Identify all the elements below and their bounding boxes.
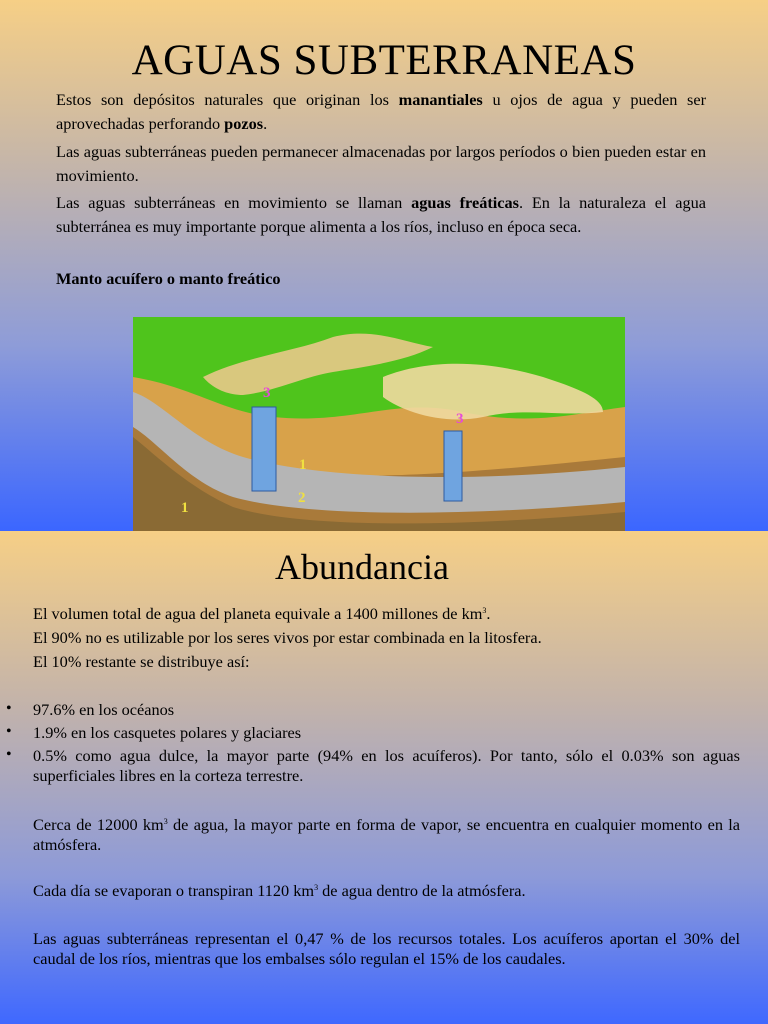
well-right xyxy=(444,431,462,501)
bold-term-pozos: pozos xyxy=(224,114,264,133)
slide-abundancia xyxy=(0,531,768,1024)
text: Cerca de 12000 km xyxy=(33,815,164,834)
line-noventa-por-ciento: El 90% no es utilizable por los seres vivos por estar combinada en la litosfera. xyxy=(33,628,542,647)
bullet-item: 0.5% como agua dulce, la mayor parte (94% en los acuíferos). Por tanto, sólo el 0.03% son aguas superficiales libres en la corteza terrestre. xyxy=(33,746,740,785)
figure-label: 1 xyxy=(181,500,189,516)
figure-label: 2 xyxy=(298,490,306,506)
text: El volumen total de agua del planeta equivale a 1400 millones de km xyxy=(33,604,483,623)
text: de agua dentro de la atmósfera. xyxy=(318,881,526,900)
figure-label: 1 xyxy=(299,457,307,473)
text: de agua, la mayor parte en forma de vapor, se encuentra en cualquier momento en la atmósfera. xyxy=(33,815,741,854)
line-diez-por-ciento: El 10% restante se distribuye así: xyxy=(33,652,250,671)
text: . xyxy=(486,604,491,623)
paragraph-evaporan xyxy=(33,881,740,901)
text: Las aguas subterráneas en movimiento se llaman xyxy=(56,193,412,212)
aquifer-diagram xyxy=(133,317,625,531)
bullet-marker: • xyxy=(6,746,12,763)
subheading-manto-acuifero: Manto acuífero o manto freático xyxy=(56,269,281,288)
bullet-marker: • xyxy=(6,723,12,740)
text: Estos son depósitos naturales que originan los xyxy=(56,90,399,109)
text: Cada día se evaporan o transpiran 1120 km xyxy=(33,881,315,900)
text: . En la naturaleza el agua subterránea es muy importante porque alimenta a los ríos, incluso en época seca. xyxy=(56,193,707,236)
slide-title: AGUAS SUBTERRANEAS xyxy=(131,37,637,84)
bold-term-aguas-freaticas: aguas freáticas xyxy=(411,193,520,212)
superscript: 3 xyxy=(482,606,487,615)
text: u ojos de agua y pueden ser aprovechadas perforando xyxy=(56,90,706,133)
figure-label: 3 xyxy=(263,385,271,401)
paragraph-almacenadas: Las aguas subterráneas pueden permanecer almacenadas por largos períodos o bien pueden estar en movimiento. xyxy=(56,142,706,185)
bullet-item: 1.9% en los casquetes polares y glaciares xyxy=(33,723,302,742)
bullet-item: 97.6% en los océanos xyxy=(33,700,175,719)
paragraph-atmosfera xyxy=(33,815,740,855)
well-left xyxy=(252,407,276,491)
superscript: 3 xyxy=(163,817,168,826)
paragraph-recursos-totales: Las aguas subterráneas representan el 0,47 % de los recursos totales. Los acuíferos aportan el 30% del caudal de los ríos, mientras que los embalses sólo regulan el 15% de los caudales. xyxy=(33,929,740,968)
paragraph-manantiales xyxy=(56,88,706,136)
paragraph-freaticas xyxy=(56,191,706,239)
line-volumen-total xyxy=(33,604,491,624)
slide-title: Abundancia xyxy=(275,547,449,587)
figure-label: 3 xyxy=(456,411,464,427)
superscript: 3 xyxy=(314,883,319,892)
bold-term-manantiales: manantiales xyxy=(398,90,483,109)
text: . xyxy=(263,114,268,133)
bullet-marker: • xyxy=(6,700,12,717)
